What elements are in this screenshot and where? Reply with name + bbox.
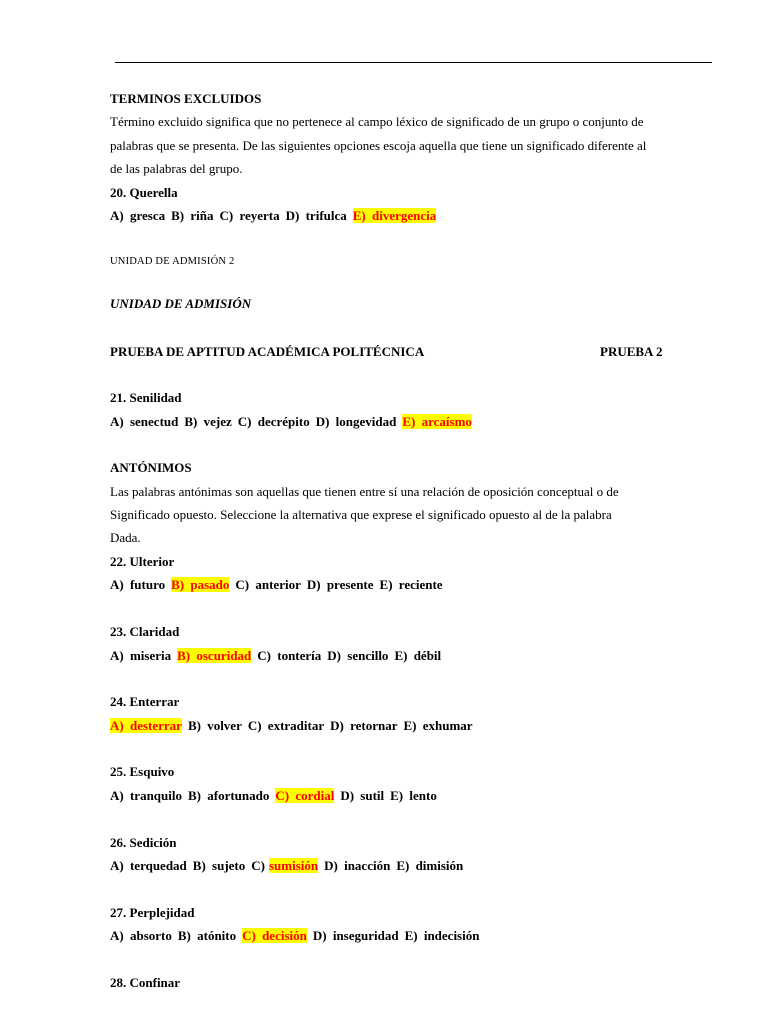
question-title: 28. Confinar	[110, 975, 181, 990]
option: E) indecisión	[404, 928, 480, 943]
option: B) sujeto	[192, 858, 246, 873]
antonyms-line: Dada.	[110, 530, 141, 545]
option: D) presente	[306, 577, 374, 592]
option: C) anterior	[235, 577, 301, 592]
antonyms-line: Las palabras antónimas son aquellas que tienen entre sí una relación de oposición conceptual o de	[110, 484, 619, 499]
option: A) futuro	[110, 577, 166, 592]
question-title: 23. Claridad	[110, 624, 180, 639]
test-number: PRUEBA 2	[600, 344, 663, 359]
option: D) sencillo	[327, 648, 389, 663]
option: D) inacción	[324, 858, 391, 873]
intro-line: palabras que se presenta. De las siguientes opciones escoja aquella que tiene un significado diferente al	[110, 138, 647, 153]
question-title: 27. Perplejidad	[110, 905, 195, 920]
section-heading-antonyms: ANTÓNIMOS	[110, 460, 192, 475]
option: D) longevidad	[315, 414, 397, 429]
question-options	[110, 577, 443, 593]
option: C) reyerta	[219, 208, 280, 223]
option: A) miseria	[110, 648, 172, 663]
option: B) riña	[171, 208, 214, 223]
highlighted-option: B) pasado	[171, 577, 230, 592]
question-options	[110, 718, 473, 734]
option: C) tontería	[257, 648, 322, 663]
question-title: 26. Sedición	[110, 835, 177, 850]
highlighted-option: A) desterrar	[110, 718, 182, 733]
option: E) lento	[390, 788, 437, 803]
option: C)	[251, 858, 265, 873]
option: A) tranquilo	[110, 788, 182, 803]
option: D) trifulca	[285, 208, 347, 223]
option: A) absorto	[110, 928, 172, 943]
section-heading-excluded: TERMINOS EXCLUIDOS	[110, 91, 262, 106]
option: B) vejez	[184, 414, 232, 429]
option: E) débil	[394, 648, 442, 663]
option: B) atónito	[177, 928, 237, 943]
highlighted-option: E) divergencia	[352, 208, 437, 223]
option: D) retornar	[330, 718, 398, 733]
question-title: 24. Enterrar	[110, 694, 180, 709]
option: B) volver	[187, 718, 242, 733]
option: E) reciente	[379, 577, 443, 592]
question-options	[110, 928, 479, 944]
option: B) afortunado	[187, 788, 270, 803]
highlighted-option: E) arcaísmo	[402, 414, 472, 429]
option: C) decrépito	[237, 414, 310, 429]
question-options	[110, 788, 437, 804]
highlighted-option: C) cordial	[275, 788, 335, 803]
highlighted-option: B) oscuridad	[177, 648, 252, 663]
top-rule	[115, 62, 712, 63]
highlighted-option: C) decisión	[242, 928, 307, 943]
intro-line: Término excluido significa que no pertenece al campo léxico de significado de un grupo o conjunto de	[110, 114, 644, 129]
question-options	[110, 858, 463, 874]
question-title: 22. Ulterior	[110, 554, 175, 569]
option: D) inseguridad	[312, 928, 399, 943]
question-options	[110, 208, 436, 224]
option: A) senectud	[110, 414, 179, 429]
intro-line: de las palabras del grupo.	[110, 161, 243, 176]
option: D) sutil	[340, 788, 385, 803]
option: A) terquedad	[110, 858, 187, 873]
page-footer-label: UNIDAD DE ADMISIÓN 2	[110, 256, 235, 267]
question-title: 21. Senilidad	[110, 390, 182, 405]
question-options	[110, 648, 441, 664]
option: E) exhumar	[403, 718, 473, 733]
question-title: 25. Esquivo	[110, 764, 175, 779]
option: C) extraditar	[247, 718, 325, 733]
question-options	[110, 414, 472, 430]
antonyms-line: Significado opuesto. Seleccione la alternativa que exprese el significado opuesto al de la palabra	[110, 507, 612, 522]
test-title: PRUEBA DE APTITUD ACADÉMICA POLITÉCNICA	[110, 344, 425, 359]
question-title: 20. Querella	[110, 185, 178, 200]
highlighted-option: sumisión	[268, 858, 319, 873]
unit-title: UNIDAD DE ADMISIÓN	[110, 296, 252, 311]
option: A) gresca	[110, 208, 166, 223]
option: E) dimisión	[396, 858, 464, 873]
